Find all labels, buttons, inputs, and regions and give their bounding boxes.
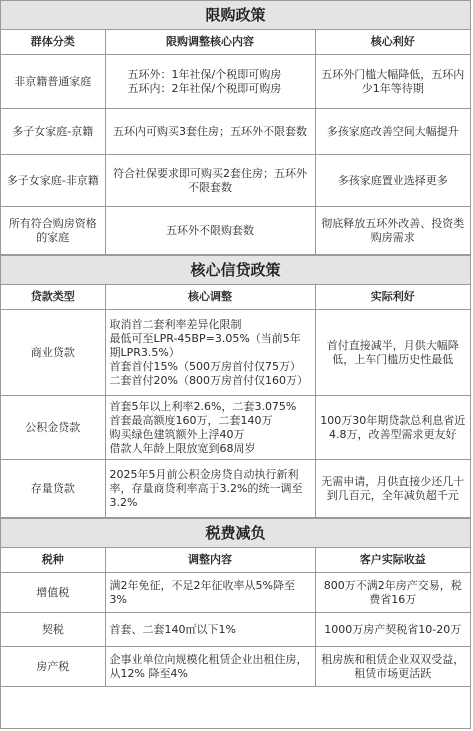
content-cell: 首套、二套140㎡以下1%	[105, 613, 315, 647]
column-header: 核心调整	[105, 285, 315, 310]
table-row	[1, 207, 470, 255]
table-row	[1, 613, 470, 647]
benefit-cell: 无需申请，月供直接少还几十到几百元，全年减负超千元	[315, 460, 470, 518]
benefit-cell: 租房族和租赁企业双双受益，租赁市场更活跃	[315, 647, 470, 687]
table-row	[1, 573, 470, 613]
column-header: 税种	[1, 548, 105, 573]
tax-type-cell: 增值税	[1, 573, 105, 613]
tax-type-cell: 契税	[1, 613, 105, 647]
group-cell: 多子女家庭-京籍	[1, 109, 105, 155]
benefit-cell: 100万30年期贷款总利息省近4.8万，改善型需求更友好	[315, 396, 470, 460]
table-row	[1, 460, 470, 518]
content-cell: 取消首二套利率差异化限制 最低可至LPR-45BP=3.05%（当前5年期LPR3.5%） 首套首付15%（500万房首付仅75万） 二套首付20%（800万房首付仅160万）	[105, 310, 315, 396]
credit-policy-table	[1, 285, 470, 518]
loan-type-cell: 存量贷款	[1, 460, 105, 518]
benefit-cell: 彻底释放五环外改善、投资类购房需求	[315, 207, 470, 255]
column-header: 核心利好	[315, 30, 470, 55]
loan-type-cell: 公积金贷款	[1, 396, 105, 460]
content-cell: 五环外：1年社保/个税即可购房 五环内：2年社保/个税即可购房	[105, 55, 315, 109]
table-row	[1, 647, 470, 687]
benefit-cell: 多孩家庭置业选择更多	[315, 155, 470, 207]
tax-relief-table	[1, 548, 470, 687]
group-cell: 非京籍普通家庭	[1, 55, 105, 109]
column-header: 贷款类型	[1, 285, 105, 310]
table-header-row	[1, 30, 470, 55]
table-header-row	[1, 548, 470, 573]
loan-type-cell: 商业贷款	[1, 310, 105, 396]
section-title-tax-relief: 税费减负	[1, 518, 470, 548]
content-cell: 五环内可购买3套住房；五环外不限套数	[105, 109, 315, 155]
benefit-cell: 1000万房产契税省10-20万	[315, 613, 470, 647]
column-header: 群体分类	[1, 30, 105, 55]
content-cell: 满2年免征，不足2年征收率从5%降至3%	[105, 573, 315, 613]
group-cell: 所有符合购房资格的家庭	[1, 207, 105, 255]
section-title-credit-policy: 核心信贷政策	[1, 255, 470, 285]
benefit-cell: 首付直接减半，月供大幅降低，上车门槛历史性最低	[315, 310, 470, 396]
table-row	[1, 55, 470, 109]
benefit-cell: 800万不满2年房产交易，税费省16万	[315, 573, 470, 613]
content-cell: 首套5年以上利率2.6%，二套3.075% 首套最高额度160万，二套140万 购买绿色建筑额外上浮40万 借款人年龄上限放宽到68周岁	[105, 396, 315, 460]
section-title-purchase-restriction: 限购政策	[1, 1, 470, 30]
benefit-cell: 多孩家庭改善空间大幅提升	[315, 109, 470, 155]
column-header: 实际利好	[315, 285, 470, 310]
table-row	[1, 310, 470, 396]
content-cell: 符合社保要求即可购买2套住房；五环外不限套数	[105, 155, 315, 207]
column-header: 客户实际收益	[315, 548, 470, 573]
content-cell: 2025年5月前公积金房贷自动执行新利率，存量商贷利率高于3.2%的统一调至3.2%	[105, 460, 315, 518]
column-header: 限购调整核心内容	[105, 30, 315, 55]
table-row	[1, 396, 470, 460]
table-row	[1, 155, 470, 207]
column-header: 调整内容	[105, 548, 315, 573]
group-cell: 多子女家庭-非京籍	[1, 155, 105, 207]
content-cell: 五环外不限购套数	[105, 207, 315, 255]
purchase-restriction-table	[1, 30, 470, 255]
table-row	[1, 109, 470, 155]
content-cell: 企事业单位向规模化租赁企业出租住房，从12% 降至4%	[105, 647, 315, 687]
table-header-row	[1, 285, 470, 310]
tax-type-cell: 房产税	[1, 647, 105, 687]
benefit-cell: 五环外门槛大幅降低，五环内少1年等待期	[315, 55, 470, 109]
